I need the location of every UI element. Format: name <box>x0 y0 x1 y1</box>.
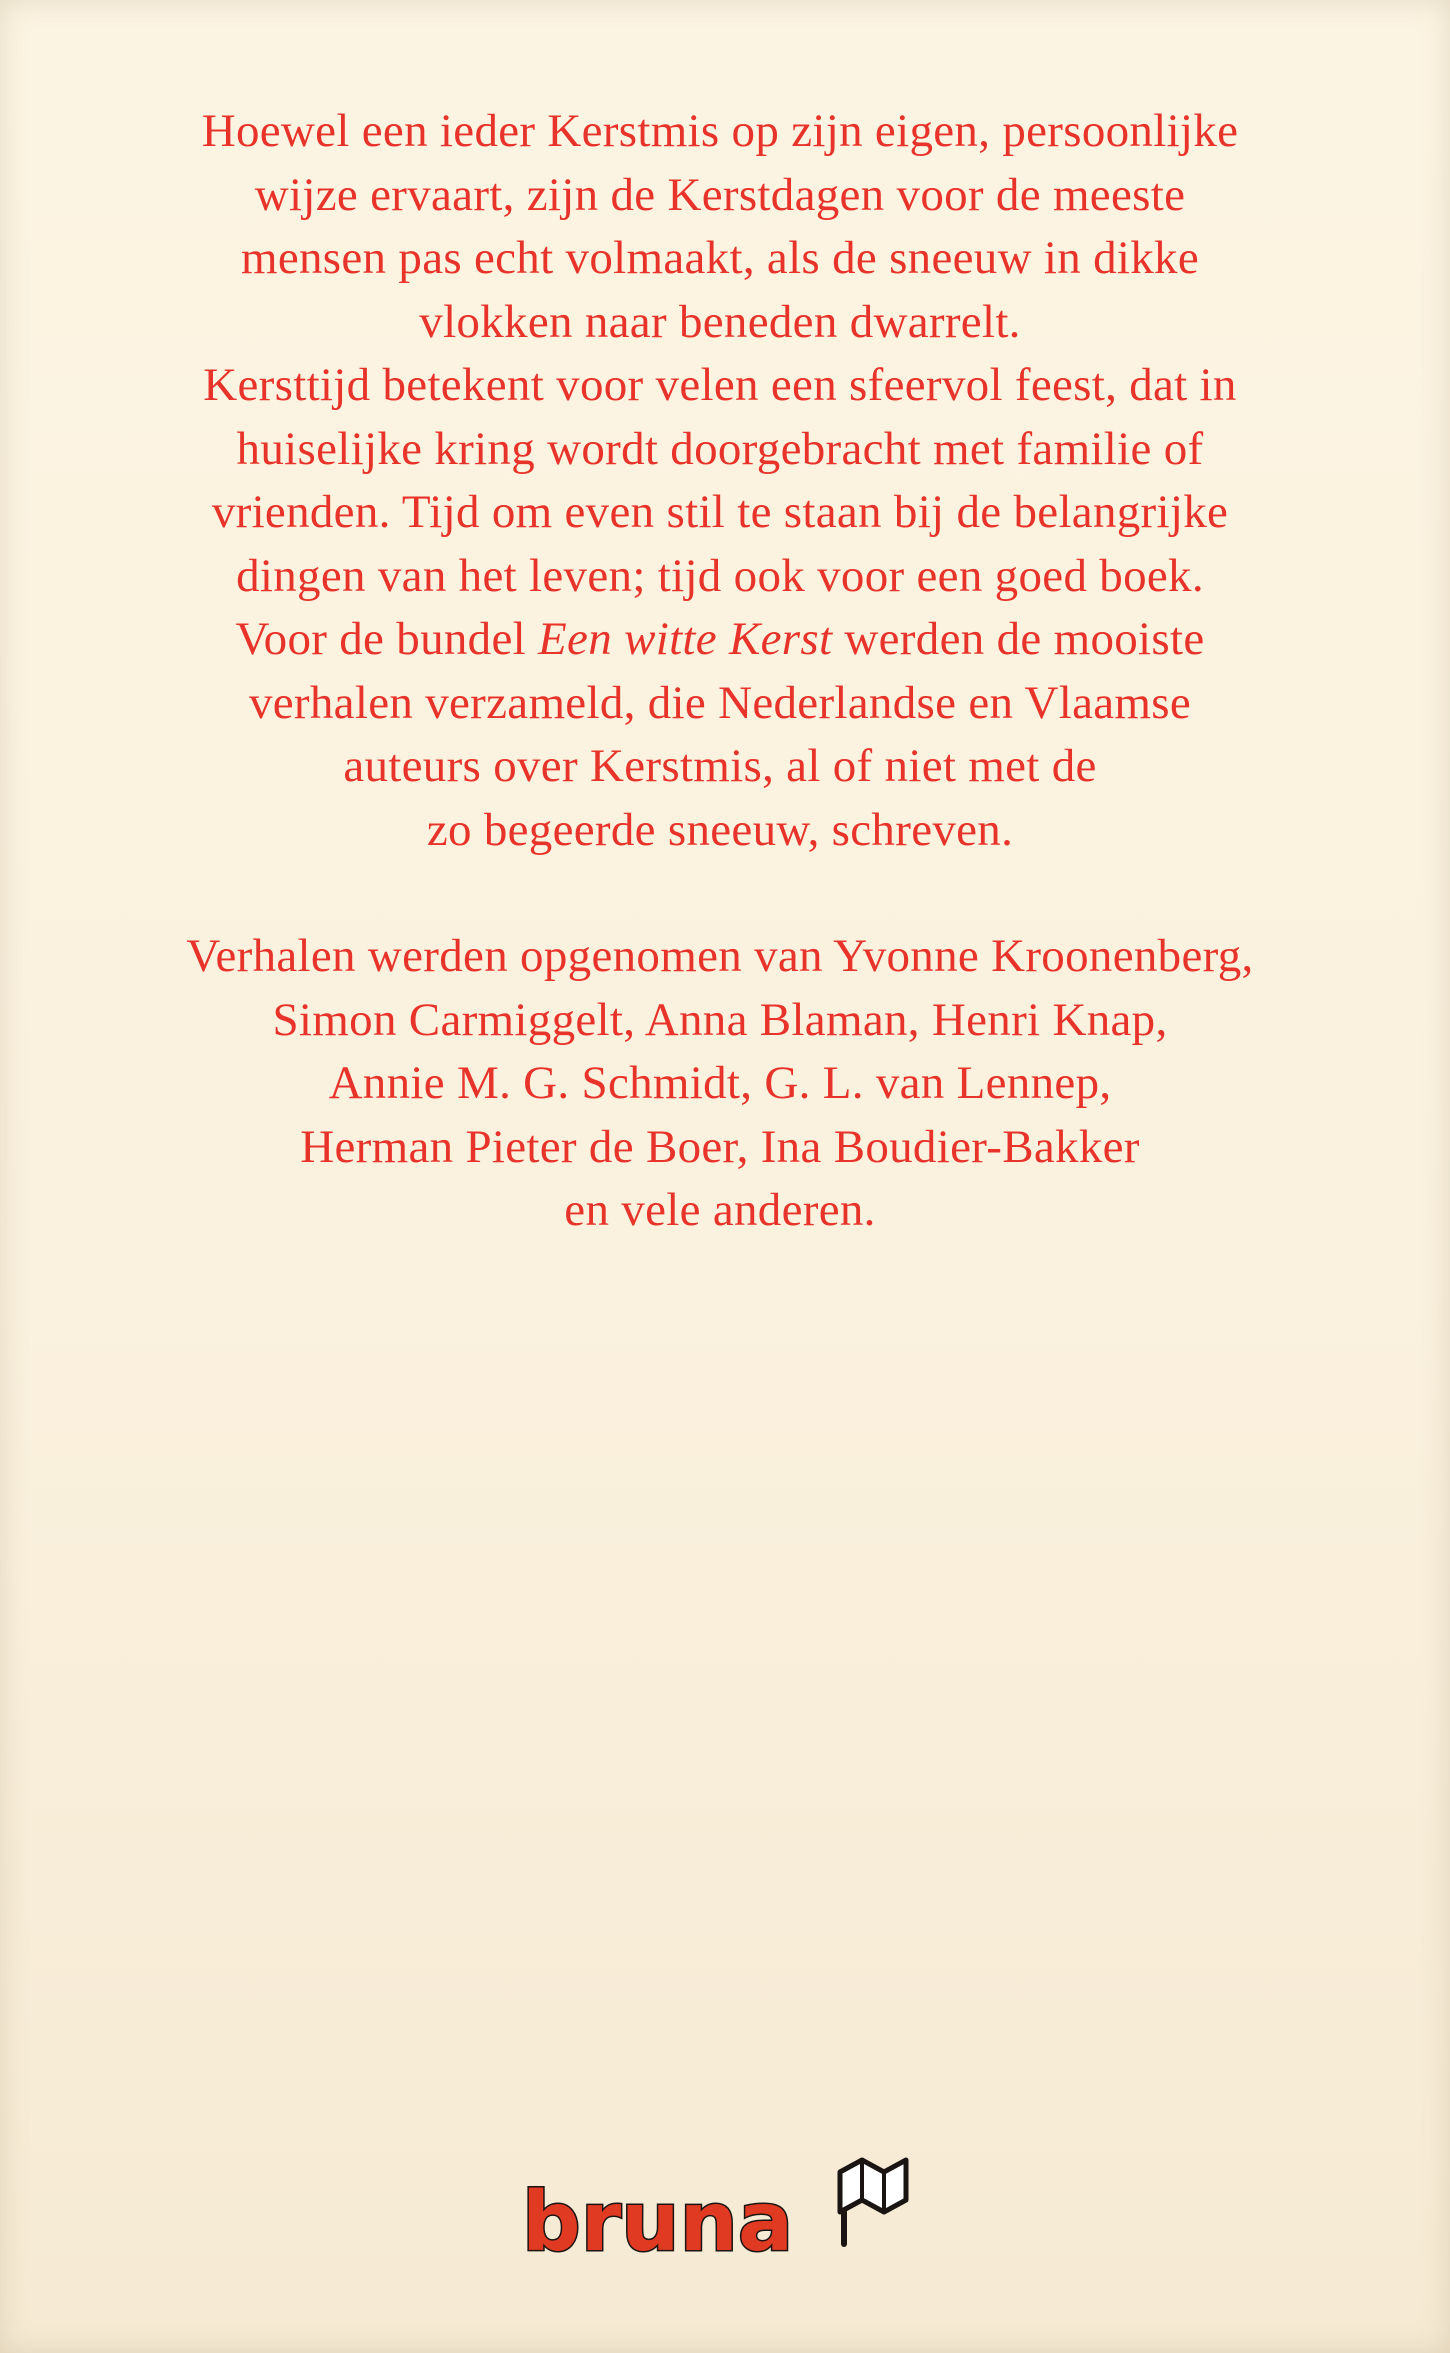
text-line: mensen pas echt volmaakt, als de sneeuw in dikke <box>240 232 1200 284</box>
book-flag-icon <box>840 2160 906 2244</box>
text-line: auteurs over Kerstmis, al of niet met de <box>343 740 1097 792</box>
text-line: Kersttijd betekent voor velen een sfeervol feest, dat in <box>203 359 1237 411</box>
paragraph-authors <box>40 925 1400 1243</box>
paragraph-intro <box>40 100 1400 354</box>
text-line: vlokken naar beneden dwarrelt. <box>419 295 1021 348</box>
text-line: huiselijke kring wordt doorgebracht met familie of <box>236 422 1204 475</box>
text-line: Verhalen werden opgenomen van Yvonne Kroonenberg, <box>186 930 1254 982</box>
paragraph-gap <box>40 862 1400 925</box>
paragraph-christmas-time <box>40 354 1400 608</box>
text-fragment: Voor de bundel <box>235 613 539 665</box>
text-line: wijze ervaart, zijn de Kerstdagen voor de meeste <box>254 168 1186 221</box>
text-line <box>40 608 1400 672</box>
text-line: Hoewel een ieder Kerstmis op zijn eigen, persoonlijke <box>201 105 1239 157</box>
text-line: Annie M. G. Schmidt, G. L. van Lennep, <box>328 1057 1112 1109</box>
text-line: vrienden. Tijd om even stil te staan bij de belangrijke <box>211 486 1229 538</box>
text-line: en vele anderen. <box>564 1184 876 1236</box>
text-fragment: werden de mooiste <box>832 613 1205 665</box>
book-title: Een witte Kerst <box>538 613 833 665</box>
text-line: dingen van het leven; tijd ook voor een goed boek. <box>236 549 1204 602</box>
logo-text: bruna <box>522 2175 794 2268</box>
paragraph-collection <box>40 608 1400 862</box>
text-line: verhalen verzameld, die Nederlandse en Vlaamse <box>248 676 1192 729</box>
bruna-logo <box>510 2138 930 2268</box>
blurb-text <box>40 100 1400 1243</box>
text-line: zo begeerde sneeuw, schreven. <box>426 803 1014 856</box>
text-line: Simon Carmiggelt, Anna Blaman, Henri Knap, <box>272 993 1168 1046</box>
text-line: Herman Pieter de Boer, Ina Boudier-Bakker <box>300 1120 1140 1173</box>
